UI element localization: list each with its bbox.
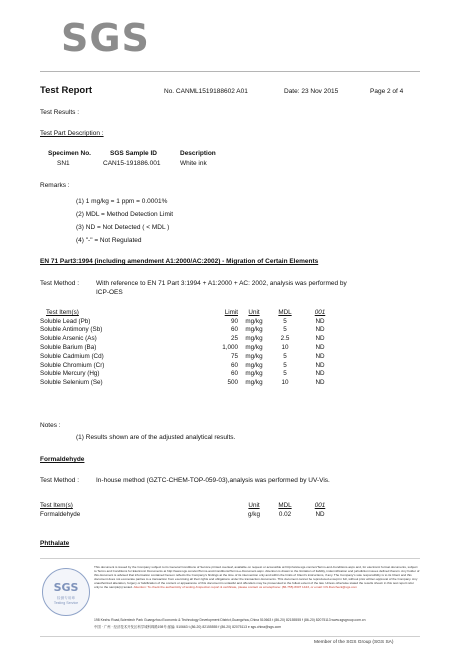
specimen-cell: White ink [180, 160, 207, 167]
cell: mg/kg [245, 326, 263, 334]
method-text: In-house method (GZTC-CHEM-TOP-059-03),analysis was performed by UV-Vis. [96, 477, 330, 484]
cell: ND [315, 335, 325, 343]
table-header-row [40, 308, 340, 317]
specimen-cell: CAN15-191886.001 [103, 160, 161, 167]
table-row [40, 317, 340, 326]
remark-item: (4) "-" = Not Regulated [76, 237, 142, 244]
stamp-logo: SGS [53, 581, 79, 594]
method-text: ICP-OES [96, 289, 123, 296]
cell: Soluble Antimony (Sb) [40, 326, 103, 334]
note-item: (1) Results shown are of the adjusted analytical results. [76, 434, 236, 441]
column-header: Unit [248, 501, 260, 509]
cell: ND [315, 510, 325, 518]
cell: ND [315, 379, 325, 387]
cell: Soluble Arsenic (As) [40, 335, 97, 343]
specimen-header: Specimen No. [48, 150, 91, 157]
formaldehyde-table [40, 501, 340, 519]
table-row [40, 352, 340, 361]
cell: Soluble Cadmium (Cd) [40, 352, 104, 360]
table-row [40, 378, 340, 387]
cell: mg/kg [245, 317, 263, 325]
table-row [40, 326, 340, 335]
cell: Soluble Mercury (Hg) [40, 370, 100, 378]
method-label: Test Method : [40, 477, 80, 484]
cell: Formaldehyde [40, 510, 81, 518]
cell: 10 [281, 379, 289, 387]
sgs-logo: SGS [61, 16, 150, 60]
cell: Soluble Barium (Ba) [40, 344, 97, 352]
cell: 10 [281, 344, 289, 352]
cell: mg/kg [245, 361, 263, 369]
formaldehyde-heading: Formaldehyde [40, 456, 85, 463]
test-results-label: Test Results : [40, 109, 80, 116]
cell: 60 [230, 361, 238, 369]
cell: 500 [227, 379, 238, 387]
cell: 2.5 [280, 335, 290, 343]
table-row [40, 370, 340, 379]
cell: ND [315, 344, 325, 352]
cell: 5 [283, 317, 287, 325]
member-text: Member of the SGS Group (SGS SA) [314, 640, 394, 645]
report-number: No. CANML1519188602 A01 [164, 88, 248, 95]
specimen-header: SGS Sample ID [110, 150, 157, 157]
report-date: Date: 23 Nov 2015 [284, 88, 339, 95]
cell: Soluble Chromium (Cr) [40, 361, 105, 369]
stamp-cn: 检测专用章 [57, 596, 75, 600]
results-table [40, 308, 340, 387]
column-header: MDL [278, 501, 292, 509]
table-header-row [40, 501, 340, 510]
stamp-en: Testing Service [53, 601, 79, 605]
phthalate-heading: Phthalate [40, 540, 70, 547]
authenticity-notice: Attention: To check the authenticity of testing /inspection report & certificate, please contact us at telephone: (86-755) 8307 1443, or email: CN.Doccheck@sgs.com [133, 584, 357, 589]
cell: mg/kg [245, 344, 263, 352]
cell: ND [315, 352, 325, 360]
column-header: MDL [278, 308, 292, 316]
method-text: With reference to EN 71 Part 3:1994 + A1:2000 + AC: 2002, analysis was performed by [96, 280, 347, 287]
cell: ND [315, 317, 325, 325]
table-row [40, 510, 340, 519]
table-row [40, 334, 340, 343]
column-header: Test Item(s) [46, 308, 79, 316]
footer-divider [40, 558, 420, 559]
cell: 25 [230, 335, 238, 343]
cell: 60 [230, 370, 238, 378]
notes-label: Notes : [40, 422, 61, 429]
cell: g/kg [248, 510, 260, 518]
disclaimer-text [94, 566, 420, 589]
cell: 0.02 [278, 510, 292, 518]
cell: Soluble Lead (Pb) [40, 317, 91, 325]
disclaimer-body: This document is issued by the Company subject to its General Conditions of Service printed overleaf, available on request or accessible at http://www.sgs.com/en/Terms-and-Conditions.aspx and, for electronic format documents, subject to Terms and Conditions for Electronic Documents at http://www.sgs.com/en/Terms-and-Conditions/Terms-e-Document.aspx. Attention is drawn to the limitation of liability, indemnification and jurisdiction issues defined therein. Any holder of this document is advised that information contained hereon reflects the Company's findings at the time of its intervention only and within the limits of Client's instructions, if any. The Company's sole responsibility is to its Client and this document does not exonerate parties to a transaction from exercising all their rights and obligations under the transaction documents. This document cannot be reproduced except in full, without prior written approval of the Company. Any unauthorized alteration, forgery or falsification of the content or appearance of this document is unlawful and offenders may be prosecuted to the fullest extent of the law. Unless otherwise stated the results shown in this test report refer only to the sample(s) tested. [94, 565, 420, 589]
cell: mg/kg [245, 379, 263, 387]
cell: 5 [283, 361, 287, 369]
specimen-header: Description [180, 150, 216, 157]
table-row [40, 361, 340, 370]
specimen-cell: SN1 [57, 160, 70, 167]
cell: 60 [230, 326, 238, 334]
remarks-label: Remarks : [40, 182, 70, 189]
cell: ND [315, 361, 325, 369]
remark-item: (2) MDL = Method Detection Limit [76, 211, 174, 218]
cell: mg/kg [245, 335, 263, 343]
table-row [40, 343, 340, 352]
cell: 1,000 [222, 344, 238, 352]
column-header: Unit [248, 308, 260, 316]
footer-divider [40, 636, 420, 637]
cell: 5 [283, 352, 287, 360]
column-header: 001 [314, 308, 326, 316]
cell: ND [315, 326, 325, 334]
divider [40, 71, 420, 72]
address-cn: 中国 · 广州 · 经济技术开发区科学城科珠路198号 邮编: 510663 t (86-20) 82155555 f (86-20) 82075113 e sgs.china@sgs.com [94, 625, 282, 629]
cell: mg/kg [245, 352, 263, 360]
column-header: Limit [224, 308, 238, 316]
cell: 75 [230, 352, 238, 360]
cell: 5 [283, 370, 287, 378]
page-title: Test Report [40, 85, 93, 96]
remark-item: (3) ND = Not Detected ( < MDL ) [76, 224, 170, 231]
cell: ND [315, 370, 325, 378]
part-description-heading: Test Part Description : [40, 130, 104, 137]
testing-service-stamp [42, 568, 90, 616]
page-number: Page 2 of 4 [370, 88, 404, 95]
cell: Soluble Selenium (Se) [40, 379, 103, 387]
en71-heading: EN 71 Part3:1994 (including amendment A1:2000/AC:2002) - Migration of Certain Elements [40, 258, 319, 265]
address-en: 198 Kezhu Road,Scientech Park Guangzhou Economic & Technology Development District,Guangzhou,China 510663 t (86-20) 82155555 f (86-20) 82075113 www.sgsgroup.com.cn [94, 618, 366, 622]
cell: mg/kg [245, 370, 263, 378]
method-label: Test Method : [40, 280, 80, 287]
remark-item: (1) 1 mg/kg = 1 ppm = 0.0001% [76, 198, 168, 205]
column-header: Test Item(s) [40, 501, 73, 509]
cell: 90 [230, 317, 238, 325]
cell: 5 [283, 326, 287, 334]
column-header: 001 [314, 501, 326, 509]
